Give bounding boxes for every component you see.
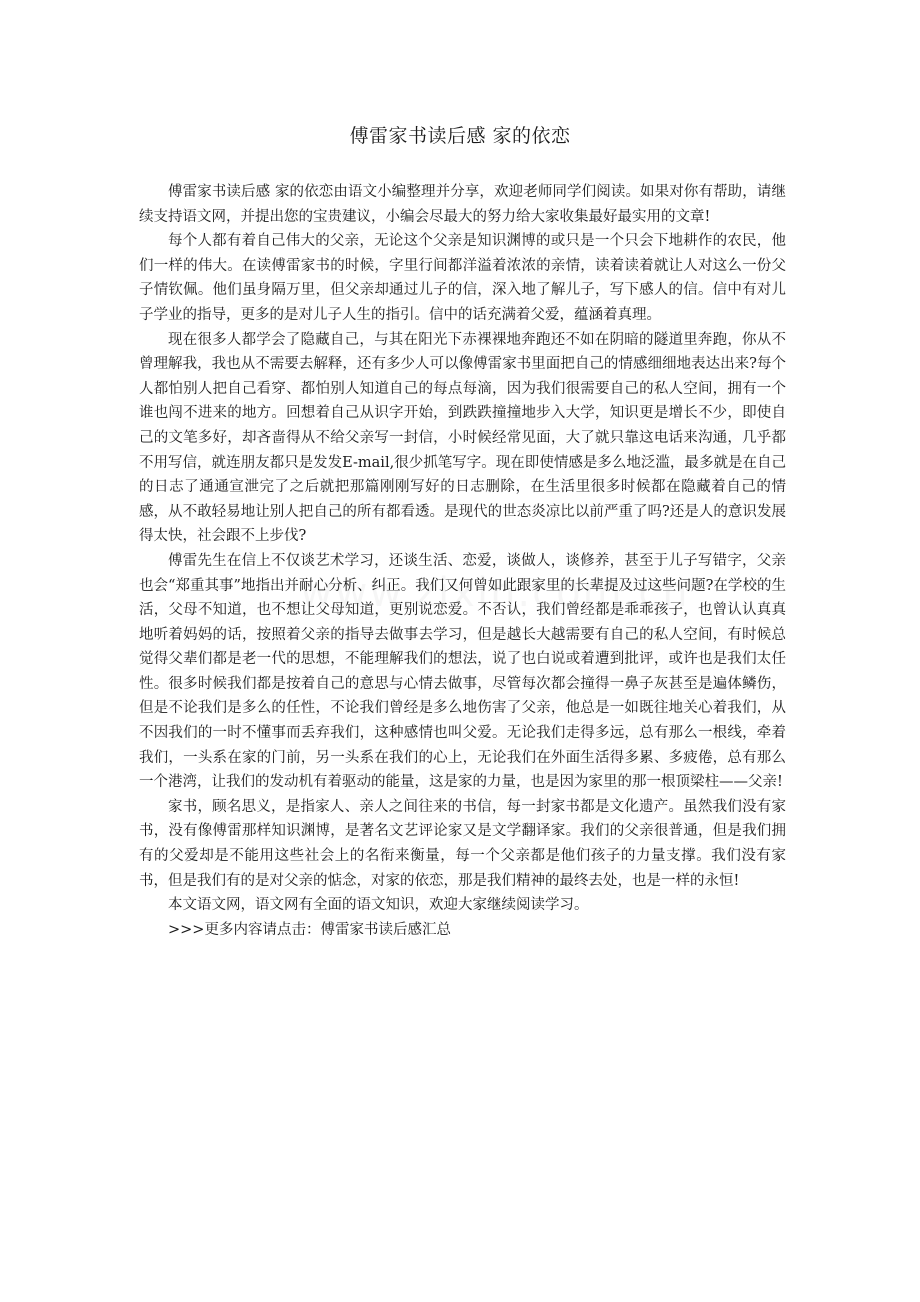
paragraph-father: 每个人都有着自己伟大的父亲，无论这个父亲是知识渊博的或只是一个只会下地耕作的农民，他们一样的伟大。在读傅雷家书的时候，字里行间都洋溢着浓浓的亲情，读着读着就让人对这么一份父子情钦佩。他们虽身隔万里，但父亲却通过儿子的信，深入地了解儿子，写下感人的信。信中有对儿子学业的指导，更多的是对儿子人生的指引。信中的话充满着父爱，蕴涵着真理。 <box>139 233 786 323</box>
document-body <box>139 180 786 942</box>
paragraph-family-letters: 家书，顾名思义，是指家人、亲人之间往来的书信，每一封家书都是文化遗产。虽然我们没有家书，没有像傅雷那样知识渊博，是著名文艺评论家又是文学翻译家。我们的父亲很普通，但是我们拥有的父爱却是不能用这些社会上的名衔来衡量，每一个父亲都是他们孩子的力量支撑。我们没有家书，但是我们有的是对父亲的惦念，对家的依恋，那是我们精神的最终去处，也是一样的永恒! <box>139 798 786 889</box>
paragraph-letters: 傅雷先生在信上不仅谈艺术学习，还谈生活、恋爱，谈做人，谈修养，甚至于儿子写错字，父亲也会“郑重其事”地指出并耐心分析、纠正。我们又何曾如此跟家里的长辈提及过这些问题?在学校的生活，父母不知道，也不想让父母知道，更别说恋爱。不否认，我们曾经都是乖乖孩子，也曾认认真真地听着妈妈的话，按照着父亲的指导去做事去学习，但是越长大越需要有自己的私人空间，有时候总觉得父辈们都是老一代的思想，不能理解我们的想法，说了也白说或着遭到批评，或许也是我们太任性。很多时候我们都是按着自己的意思与心情去做事，尽管每次都会撞得一鼻子灰甚至是遍体鳞伤，但是不论我们是多么的任性，不论我们曾经是多么地伤害了父亲，他总是一如既往地关心着我们，从不因我们的一时不懂事而丢弃我们，这种感情也叫父爱。无论我们走得多远，总有那么一根线，牵着我们，一头系在家的门前，另一头系在我们的心上，无论我们在外面生活得多累、多疲倦，总有那么一个港湾，让我们的发动机有着驱动的能量，这是家的力量，也是因为家里的那一根顶梁柱——父亲! <box>139 552 786 791</box>
paragraph-site-note: 本文语文网，语文网有全面的语文知识，欢迎大家继续阅读学习。 <box>168 897 589 914</box>
document-title: 傅雷家书读后感 家的依恋 <box>349 125 571 147</box>
paragraph-intro: 傅雷家书读后感 家的依恋由语文小编整理并分享，欢迎老师同学们阅读。如果对你有帮助，请继续支持语文网，并提出您的宝贵建议，小编会尽最大的努力给大家收集最好最实用的文章! <box>139 184 786 225</box>
paragraph-hiding: 现在很多人都学会了隐藏自己，与其在阳光下赤裸裸地奔跑还不如在阴暗的隧道里奔跑，你从不曾理解我，我也从不需要去解释，还有多少人可以像傅雷家书里面把自己的情感细细地表达出来?每个人都怕别人把自己看穿、都怕别人知道自己的每点每滴，因为我们很需要自己的私人空间，拥有一个谁也闯不进来的地方。回想着自己从识字开始，到跌跌撞撞地步入大学，知识更是增长不少，即使自己的文笔多好，却吝啬得从不给父亲写一封信，小时候经常见面，大了就只靠这电话来沟通，几乎都不用写信，就连朋友都只是发发E-mail,很少抓笔写字。现在即使情感是多么地泛滥，最多就是在自己的日志了通通宣泄完了之后就把那篇刚刚写好的日志删除，在生活里很多时候都在隐藏着自己的情感，从不敢轻易地让别人把自己的所有都看透。是现代的世态炎凉比以前严重了吗?还是人的意识发展得太快，社会跟不上步伐? <box>139 331 786 545</box>
more-content-link[interactable]: >>>更多内容请点击：傅雷家书读后感汇总 <box>168 921 451 938</box>
